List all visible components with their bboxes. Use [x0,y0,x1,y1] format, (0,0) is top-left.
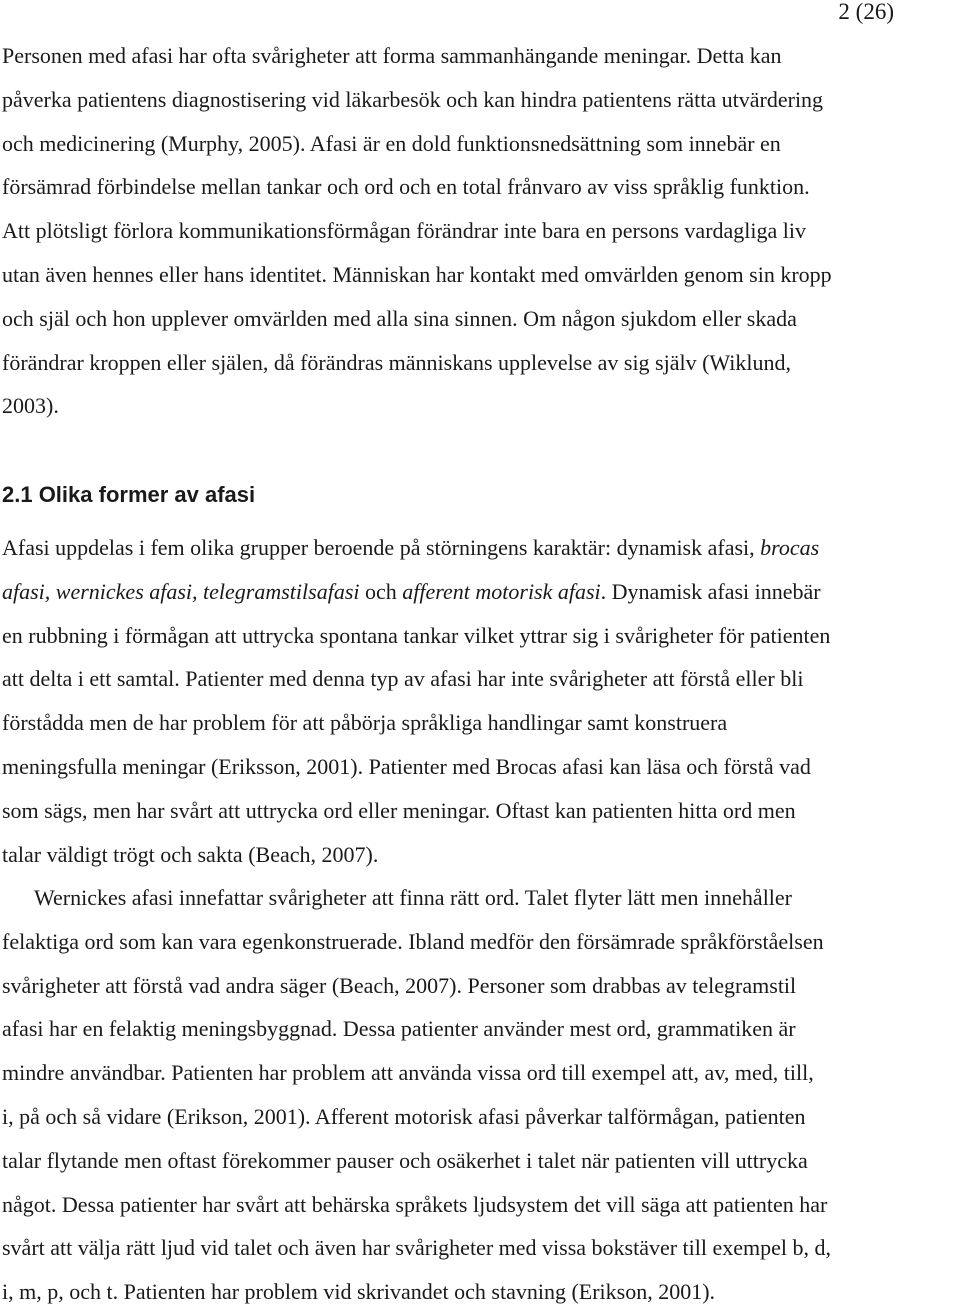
text-run: . Dynamisk afasi innebär [600,578,821,604]
paragraph-intro [2,34,958,428]
text-line: afasi har en felaktig meningsbyggnad. Dessa patienter använder mest ord, grammatiken är [2,1016,796,1042]
text-line: försämrad förbindelse mellan tankar och ord och en total frånvaro av viss språklig funktion. [2,174,810,200]
italic-term: afasi, wernickes afasi, telegramstilsafasi [2,578,360,604]
text-line: Att plötsligt förlora kommunikationsförmågan förändrar inte bara en persons vardagliga liv [2,218,806,244]
text-line: påverka patientens diagnostisering vid läkarbesök och kan hindra patientens rätta utvärdering [2,86,824,112]
text-line: meningsfulla meningar (Eriksson, 2001). Patienter med Brocas afasi kan läsa och förstå vad [2,753,811,779]
text-line: en rubbning i förmågan att uttrycka spontana tankar vilket yttrar sig i svårigheter för patienten [2,622,831,648]
italic-term: afferent motorisk afasi [402,578,601,604]
section-heading: 2.1 Olika former av afasi [2,482,256,507]
text-line: förändrar kroppen eller själen, då förändras människans upplevelse av sig själv (Wiklund, [2,349,792,375]
text-line: i, på och så vidare (Erikson, 2001). Afferent motorisk afasi påverkar talförmågan, patienten [2,1103,806,1129]
text-line: som sägs, men har svårt att uttrycka ord eller meningar. Oftast kan patienten hitta ord men [2,797,796,823]
text-run: och [365,578,397,604]
text-line: utan även hennes eller hans identitet. Människan har kontakt med omvärlden genom sin kropp [2,261,832,287]
text-line: i, m, p, och t. Patienten har problem vid skrivandet och stavning (Erikson, 2001). [2,1279,716,1305]
page-number: 2 (26) [838,0,894,24]
text-line [2,570,958,614]
text-line: och medicinering (Murphy, 2005). Afasi är en dold funktionsnedsättning som innebär en [2,130,781,156]
text-line: talar väldigt trögt och sakta (Beach, 2007). [2,841,379,867]
text-line: något. Dessa patienter har svårt att behärska språkets ljudsystem det vill säga att patienten har [2,1191,828,1217]
text-line: och själ och hon upplever omvärlden med alla sina sinnen. Om någon sjukdom eller skada [2,305,797,331]
paragraph-forms [2,526,958,876]
text-line: Personen med afasi har ofta svårigheter att forma sammanhängande meningar. Detta kan [2,43,782,68]
text-line: mindre användbar. Patienten har problem att använda vissa ord till exempel att, av, med, till, [2,1060,814,1086]
text-line: Wernickes afasi innefattar svårigheter att finna rätt ord. Talet flyter lätt men innehåller [34,885,793,910]
text-line [2,526,958,570]
text-line: att delta i ett samtal. Patienter med denna typ av afasi har inte svårigheter att förstå eller bli [2,666,804,692]
italic-term: brocas [760,535,820,560]
text-line: svårigheter att förstå vad andra säger (Beach, 2007). Personer som drabbas av telegramstil [2,972,797,998]
text-line: förstådda men de har problem för att påbörja språkliga handlingar samt konstruera [2,710,728,736]
text-line: svårt att välja rätt ljud vid talet och även har svårigheter med vissa bokstäver till exempel b, d, [2,1235,832,1261]
text-line: talar flytande men oftast förekommer pauser och osäkerhet i talet när patienten vill uttrycka [2,1147,808,1173]
text-line: 2003). [2,393,59,419]
paragraph-wernickes [2,876,958,1314]
text-line: felaktiga ord som kan vara egenkonstruerade. Ibland medför den försämrade språkförståelsen [2,928,824,954]
text-run: Afasi uppdelas i fem olika grupper beroende på störningens karaktär: dynamisk afasi, [2,535,755,560]
